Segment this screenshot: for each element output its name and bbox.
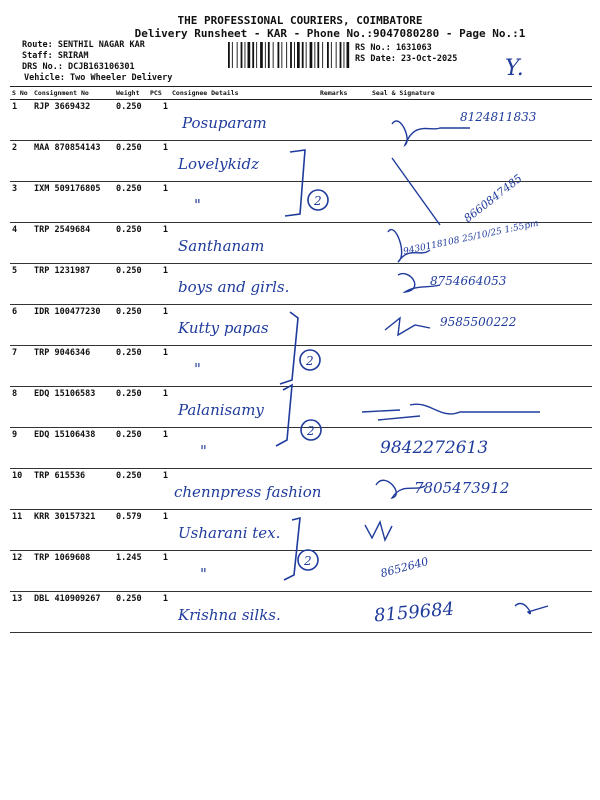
cell-consignee-text: Kutty papas xyxy=(178,319,269,337)
cell-consignee xyxy=(170,346,318,387)
cell-consignee-text: " xyxy=(200,565,207,583)
cell-consignee xyxy=(170,223,318,264)
cell-signature xyxy=(370,346,592,387)
cell-signature-text: 9842272613 xyxy=(380,438,489,458)
cell-sno xyxy=(10,305,32,346)
cell-pcs xyxy=(148,428,170,469)
cell-signature xyxy=(370,141,592,182)
cell-signature-text: 8754664053 xyxy=(430,274,507,288)
cell-consignee xyxy=(170,387,318,428)
cell-weight-text: 0.250 xyxy=(116,389,142,399)
cell-signature xyxy=(370,469,592,510)
cell-consignee xyxy=(170,469,322,510)
cell-consignment-text: EDQ 15106438 xyxy=(34,430,96,440)
rs-number: RS No.: 1631063 xyxy=(355,43,432,53)
table-row xyxy=(10,510,592,551)
cell-sno-text: 11 xyxy=(12,512,23,522)
cell-sno xyxy=(10,510,32,551)
col-pcs: PCS xyxy=(148,87,170,100)
cell-consignee-text: chennpress fashion xyxy=(174,483,322,501)
cell-consignee-text: " xyxy=(194,360,201,378)
table-header-row xyxy=(10,87,592,100)
cell-pcs xyxy=(148,510,170,551)
cell-consignee-text: Santhanam xyxy=(178,237,265,255)
cell-sno-text: 13 xyxy=(12,594,23,604)
group-mark-b: 2 xyxy=(306,354,314,368)
cell-sno xyxy=(10,428,32,469)
cell-pcs xyxy=(148,182,170,223)
cell-weight-text: 0.250 xyxy=(116,225,142,235)
cell-consignee-text: Lovelykidz xyxy=(178,155,260,173)
cell-consignee-text: boys and girls. xyxy=(178,278,290,296)
cell-consignment-text: KRR 30157321 xyxy=(34,512,96,522)
cell-pcs xyxy=(148,469,170,510)
cell-consignment-text: DBL 410909267 xyxy=(34,594,101,604)
cell-consignment-text: IDR 100477230 xyxy=(34,307,101,317)
cell-pcs-text: 1 xyxy=(162,143,168,153)
cell-weight-text: 0.250 xyxy=(116,143,142,153)
col-remarks: Remarks xyxy=(318,87,370,100)
cell-signature xyxy=(370,510,592,551)
cell-weight-text: 1.245 xyxy=(116,553,142,563)
cell-weight xyxy=(114,428,148,469)
cell-sno xyxy=(10,141,32,182)
vehicle-label: Vehicle: Two Wheeler Delivery xyxy=(24,73,173,83)
col-consignment: Consignment No xyxy=(32,87,114,100)
cell-weight-text: 0.250 xyxy=(116,594,142,604)
cell-pcs-text: 1 xyxy=(162,225,168,235)
cell-sno-text: 3 xyxy=(12,184,18,194)
cell-consignment xyxy=(32,100,114,141)
table-row xyxy=(10,223,592,264)
cell-sno xyxy=(10,551,32,592)
cell-consignment-text: MAA 870854143 xyxy=(34,143,101,153)
cell-sno xyxy=(10,387,32,428)
cell-consignment xyxy=(32,182,114,223)
cell-pcs-text: 1 xyxy=(162,307,168,317)
cell-signature xyxy=(370,551,592,592)
cell-sno-text: 2 xyxy=(12,143,18,153)
cell-pcs-text: 1 xyxy=(162,184,168,194)
barcode xyxy=(228,42,350,68)
cell-sno xyxy=(10,469,32,510)
col-sno: S No xyxy=(10,87,32,100)
cell-weight xyxy=(114,387,148,428)
cell-consignee-text: Posuparam xyxy=(182,114,267,132)
cell-weight xyxy=(114,510,148,551)
table-row xyxy=(10,264,592,305)
cell-consignment-text: TRP 1069608 xyxy=(34,553,91,563)
cell-weight-text: 0.250 xyxy=(116,184,142,194)
table-row xyxy=(10,100,592,141)
cell-pcs-text: 1 xyxy=(162,553,168,563)
cell-consignment-text: TRP 615536 xyxy=(34,471,86,481)
cell-pcs xyxy=(148,387,170,428)
cell-pcs xyxy=(148,551,170,592)
cell-sno-text: 9 xyxy=(12,430,18,440)
company-title: THE PROFESSIONAL COURIERS, COIMBATORE xyxy=(177,14,423,27)
col-weight: Weight xyxy=(114,87,148,100)
cell-pcs-text: 1 xyxy=(162,471,168,481)
cell-pcs xyxy=(148,346,170,387)
cell-weight-text: 0.250 xyxy=(116,471,142,481)
table-row xyxy=(10,592,592,633)
cell-consignee xyxy=(170,551,318,592)
cell-weight-text: 0.579 xyxy=(116,512,142,522)
cell-signature xyxy=(370,171,592,226)
cell-consignment xyxy=(32,346,114,387)
cell-remarks xyxy=(318,305,370,346)
group-mark-a: 2 xyxy=(314,194,322,208)
cell-pcs xyxy=(148,264,170,305)
cell-remarks xyxy=(318,510,370,551)
group-mark-d: 2 xyxy=(304,554,312,568)
cell-consignee xyxy=(170,100,318,141)
cell-sno-text: 4 xyxy=(12,225,18,235)
cell-sno xyxy=(10,346,32,387)
cell-pcs-text: 1 xyxy=(162,389,168,399)
cell-pcs-text: 1 xyxy=(162,512,168,522)
cell-consignee-text: " xyxy=(194,196,201,214)
cell-signature-text: 8159684 xyxy=(373,598,455,627)
cell-weight-text: 0.250 xyxy=(116,348,142,358)
cell-remarks xyxy=(318,551,370,592)
cell-sno-text: 7 xyxy=(12,348,18,358)
cell-weight xyxy=(114,551,148,592)
cell-signature xyxy=(370,305,592,346)
cell-pcs-text: 1 xyxy=(162,102,168,112)
cell-pcs-text: 1 xyxy=(162,348,168,358)
cell-remarks xyxy=(318,346,370,387)
cell-consignment xyxy=(32,141,114,182)
cell-consignee-text: Krishna silks. xyxy=(178,606,281,624)
cell-consignee-text: Palanisamy xyxy=(178,401,264,419)
cell-sno xyxy=(10,182,32,223)
cell-remarks xyxy=(318,182,370,223)
cell-consignment xyxy=(32,469,114,510)
cell-consignment-text: RJP 3669432 xyxy=(34,102,91,112)
cell-sno-text: 1 xyxy=(12,102,18,112)
cell-pcs xyxy=(148,141,170,182)
cell-weight xyxy=(114,182,148,223)
runsheet-table xyxy=(10,86,592,633)
cell-consignee-text: " xyxy=(200,442,207,460)
cell-weight xyxy=(114,346,148,387)
cell-consignee xyxy=(170,592,318,633)
cell-signature-text: 8652640 xyxy=(379,554,430,581)
cell-remarks xyxy=(318,141,370,182)
col-consignee: Consignee Details xyxy=(170,87,318,100)
group-mark-c: 2 xyxy=(307,424,315,438)
cell-signature xyxy=(370,218,592,264)
cell-signature-text: 8660847485 xyxy=(461,171,525,226)
cell-consignee xyxy=(170,428,318,469)
cell-signature xyxy=(370,264,592,305)
cell-remarks xyxy=(318,387,370,428)
cell-remarks xyxy=(318,223,370,264)
cell-remarks xyxy=(318,264,370,305)
cell-pcs xyxy=(148,305,170,346)
cell-consignee xyxy=(170,510,318,551)
cell-consignment xyxy=(32,223,114,264)
cell-consignee-text: Usharani tex. xyxy=(178,524,281,542)
cell-sno-text: 10 xyxy=(12,471,23,481)
cell-weight xyxy=(114,100,148,141)
cell-weight-text: 0.250 xyxy=(116,307,142,317)
table-row xyxy=(10,141,592,182)
col-seal: Seal & Signature xyxy=(370,87,592,100)
cell-signature-text: 7805473912 xyxy=(414,479,510,497)
cell-sno-text: 8 xyxy=(12,389,18,399)
table-row xyxy=(10,469,592,510)
cell-pcs xyxy=(148,223,170,264)
drs-number: DRS No.: DCJB163106301 xyxy=(22,62,135,72)
cell-pcs-text: 1 xyxy=(162,430,168,440)
cell-consignee xyxy=(170,264,318,305)
cell-sno-text: 5 xyxy=(12,266,18,276)
cell-weight-text: 0.250 xyxy=(116,102,142,112)
cell-consignment xyxy=(32,551,114,592)
corner-mark: Y. xyxy=(505,56,524,81)
cell-consignment xyxy=(32,510,114,551)
cell-consignment xyxy=(32,387,114,428)
cell-signature xyxy=(370,592,592,633)
cell-pcs xyxy=(148,100,170,141)
cell-pcs-text: 1 xyxy=(162,266,168,276)
cell-signature xyxy=(370,100,592,141)
cell-signature-text: 8124811833 xyxy=(460,110,537,124)
cell-consignment-text: TRP 1231987 xyxy=(34,266,91,276)
staff-label: Staff: SRIRAM xyxy=(22,51,89,61)
cell-sno-text: 12 xyxy=(12,553,23,563)
cell-remarks xyxy=(318,428,370,469)
cell-sno xyxy=(10,223,32,264)
cell-consignee xyxy=(170,141,318,182)
table-row xyxy=(10,428,592,469)
cell-weight xyxy=(114,469,148,510)
cell-consignment xyxy=(32,305,114,346)
cell-signature xyxy=(370,428,592,469)
cell-pcs xyxy=(148,592,170,633)
cell-consignment xyxy=(32,592,114,633)
cell-weight xyxy=(114,141,148,182)
cell-sno-text: 6 xyxy=(12,307,18,317)
table-row xyxy=(10,387,592,428)
cell-consignment-text: TRP 9046346 xyxy=(34,348,91,358)
cell-consignment xyxy=(32,428,114,469)
cell-consignment-text: IXM 509176805 xyxy=(34,184,101,194)
cell-weight-text: 0.250 xyxy=(116,430,142,440)
cell-consignee xyxy=(170,182,318,223)
table-row xyxy=(10,182,592,223)
cell-weight xyxy=(114,223,148,264)
table-row xyxy=(10,346,592,387)
cell-signature-text: 9430118108 25/10/25 1:55pm xyxy=(402,218,540,258)
cell-remarks xyxy=(318,100,370,141)
table-row xyxy=(10,551,592,592)
cell-remarks xyxy=(318,469,370,510)
cell-signature-text: 9585500222 xyxy=(440,315,517,329)
cell-consignment xyxy=(32,264,114,305)
cell-consignment-text: TRP 2549684 xyxy=(34,225,91,235)
cell-weight xyxy=(114,305,148,346)
cell-signature xyxy=(370,387,592,428)
cell-weight xyxy=(114,264,148,305)
route-label: Route: SENTHIL NAGAR KAR xyxy=(22,40,145,50)
cell-sno xyxy=(10,592,32,633)
cell-weight xyxy=(114,592,148,633)
rs-date: RS Date: 23-Oct-2025 xyxy=(355,54,458,64)
cell-consignment-text: EDQ 15106583 xyxy=(34,389,96,399)
cell-pcs-text: 1 xyxy=(162,594,168,604)
cell-sno xyxy=(10,100,32,141)
cell-weight-text: 0.250 xyxy=(116,266,142,276)
cell-consignee xyxy=(170,305,318,346)
table-row xyxy=(10,305,592,346)
runsheet-subtitle: Delivery Runsheet - KAR - Phone No.:9047080280 - Page No.:1 xyxy=(134,27,526,40)
cell-sno xyxy=(10,264,32,305)
cell-remarks xyxy=(318,592,370,633)
